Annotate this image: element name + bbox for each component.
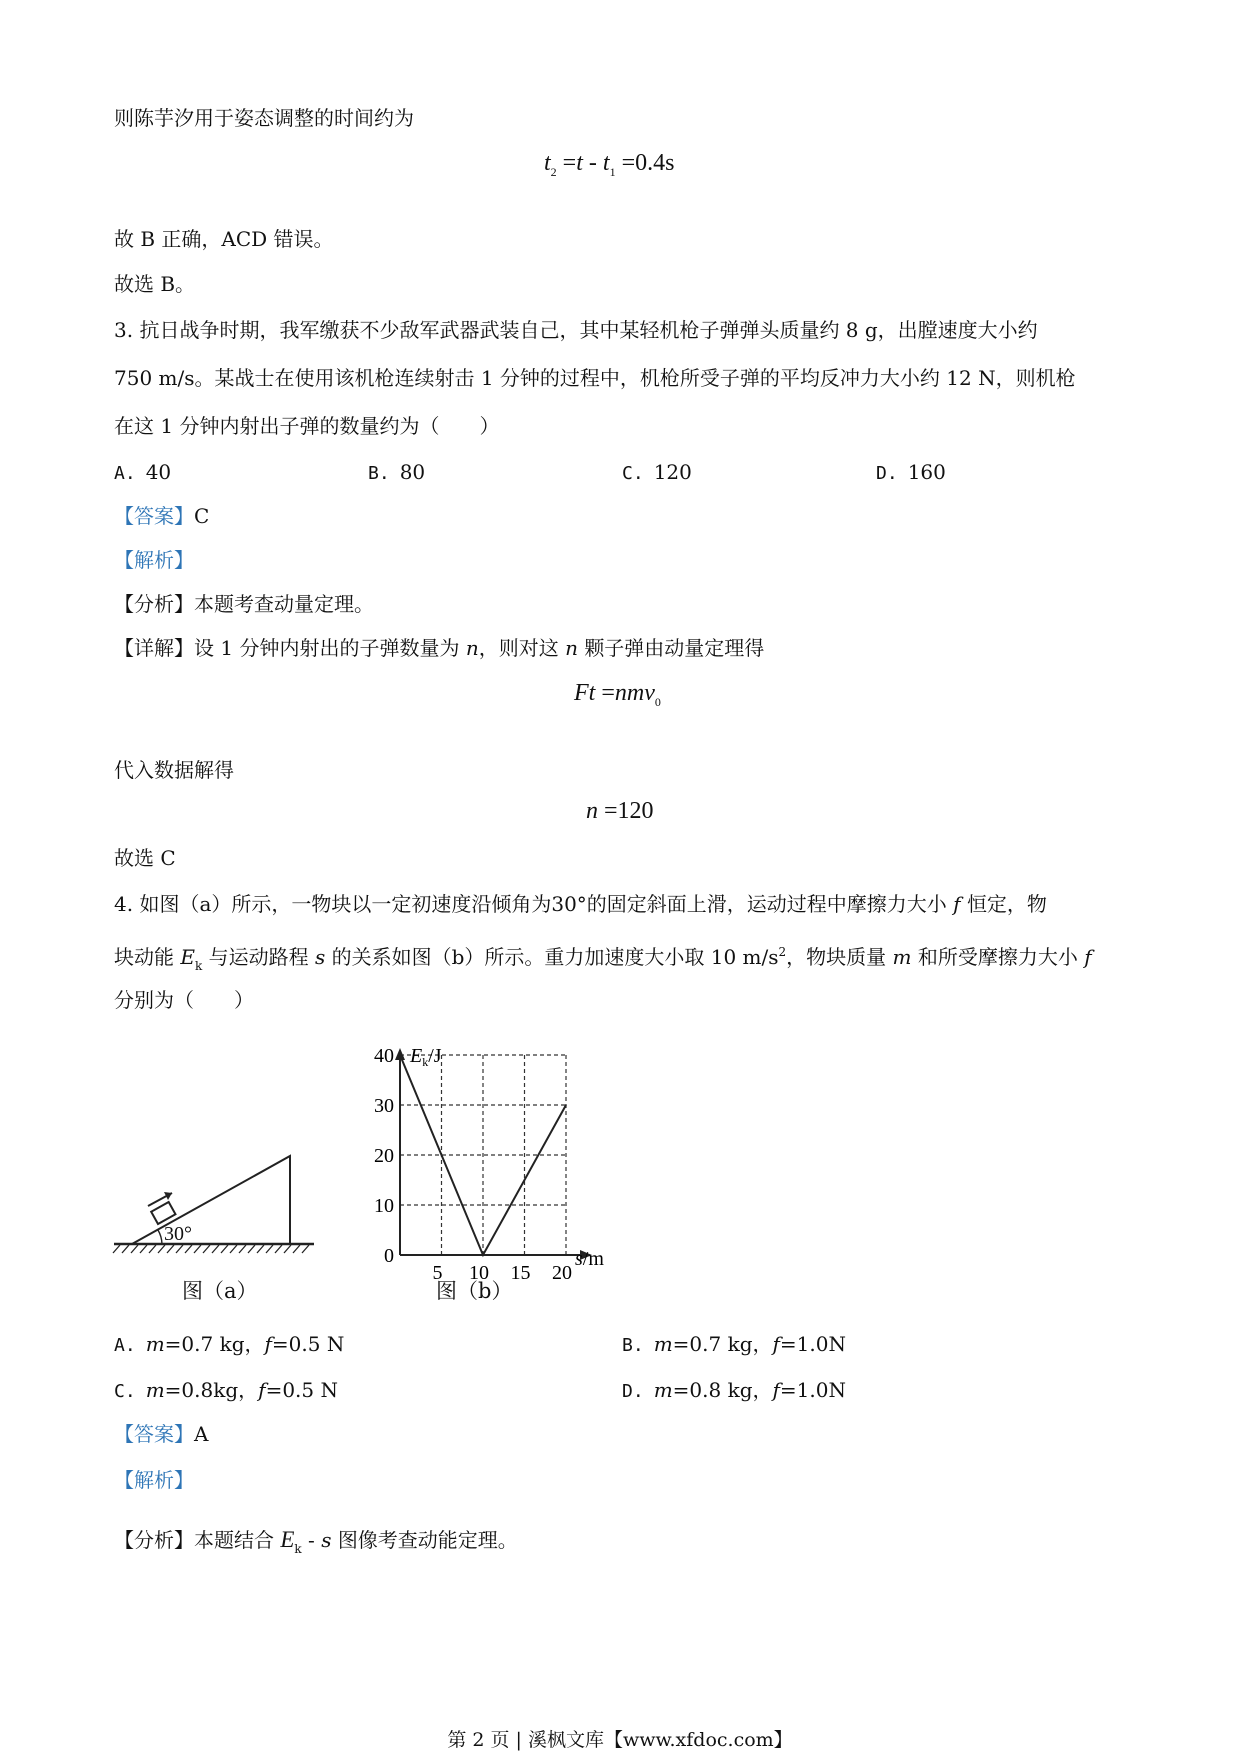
hatch-mark [203, 1245, 210, 1253]
hatch-mark [239, 1245, 246, 1253]
q3-option-c: C. 120 [622, 460, 692, 484]
hatch-mark [275, 1245, 282, 1253]
figure-b-chart [358, 1040, 618, 1284]
hatch-mark [176, 1245, 183, 1253]
hatch-mark [122, 1245, 129, 1253]
y-axis-label: $E_k/J$ [410, 1045, 442, 1069]
hatch-mark [266, 1245, 273, 1253]
question-3-stem: 3. 抗日战争时期，我军缴获不少敌军武器武装自己，其中某轻机枪子弹弹头质量约 8 g，出膛速度大小约 [114, 318, 1038, 342]
hatch-mark [113, 1245, 120, 1253]
hatch-mark [167, 1245, 174, 1253]
y-tick-label: 10 [374, 1195, 394, 1217]
text-line: 则陈芋汐用于姿态调整的时间约为 [114, 106, 414, 130]
hatch-mark [185, 1245, 192, 1253]
q4-option-b: B. m=0.7 kg，f=1.0N [622, 1332, 846, 1356]
question-4-stem: 块动能 $E_k$ 与运动路程 s 的关系如图（b）所示。重力加速度大小取 10 $m/s^2$，物块质量 m 和所受摩擦力大小 f [114, 945, 1092, 973]
question-4-stem: 4. 如图（a）所示，一物块以一定初速度沿倾角为30°的固定斜面上滑，运动过程中摩擦力大小 f 恒定，物 [114, 892, 1047, 916]
hatch-mark [149, 1245, 156, 1253]
y-tick-label: 40 [374, 1045, 394, 1067]
hatch-mark [248, 1245, 255, 1253]
question-3-stem: 750 m/s。某战士在使用该机枪连续射击 1 分钟的过程中，机枪所受子弹的平均反冲力大小约 12 N，则机枪 [114, 366, 1076, 390]
q3-option-b: B. 80 [368, 460, 426, 484]
q3-analysis-tag: 【解析】 [114, 548, 194, 572]
hatch-mark [158, 1245, 165, 1253]
q4-option-d: D. m=0.8 kg，f=1.0N [622, 1378, 846, 1402]
hatch-mark [194, 1245, 201, 1253]
q3-option-d: D. 160 [876, 460, 946, 484]
text-line: 故选 C [114, 846, 176, 870]
ground-hatching [113, 1245, 309, 1253]
hatch-mark [284, 1245, 291, 1253]
chart-grid [400, 1055, 566, 1255]
q3-detail: 【详解】设 1 分钟内射出的子弹数量为 n，则对这 n 颗子弹由动量定理得 [114, 636, 765, 660]
question-3-stem: 在这 1 分钟内射出子弹的数量约为（ ） [114, 414, 500, 438]
x-tick-label: 15 [510, 1262, 531, 1284]
text-line: 故 B 正确，ACD 错误。 [114, 227, 334, 251]
hatch-mark [131, 1245, 138, 1253]
x-tick-label: 20 [552, 1262, 572, 1284]
y-axis-arrow [395, 1048, 405, 1060]
y-tick-label: 30 [374, 1095, 394, 1117]
equation-t2: $t_2 =t - t_1 =0.4s$ [544, 150, 675, 179]
text-line: 故选 B。 [114, 272, 196, 296]
hatch-mark [302, 1245, 309, 1253]
x-tick-label: 5 [432, 1262, 443, 1284]
q3-analysis: 【分析】本题考查动量定理。 [114, 592, 374, 616]
q4-analysis: 【分析】本题结合 $E_k$ - s 图像考查动能定理。 [114, 1527, 518, 1556]
hatch-mark [293, 1245, 300, 1253]
y-tick-label: 0 [384, 1245, 394, 1267]
figure-a-caption: 图（a） [182, 1279, 258, 1303]
hatch-mark [212, 1245, 219, 1253]
figure-b-caption: 图（b） [436, 1279, 513, 1303]
hatch-mark [230, 1245, 237, 1253]
hatch-mark [221, 1245, 228, 1253]
q4-analysis-tag: 【解析】 [114, 1468, 194, 1492]
x-axis-label: s/m [575, 1248, 604, 1270]
hatch-mark [257, 1245, 264, 1253]
angle-arc [158, 1230, 162, 1244]
q4-answer: 【答案】A [114, 1422, 209, 1446]
q4-option-c: C. m=0.8kg，f=0.5 N [114, 1378, 338, 1402]
q3-option-a: A. 40 [114, 460, 172, 484]
page-footer: 第 2 页 | 溪枫文库【www.xfdoc.com】 [447, 1729, 793, 1751]
equation-n: n =120 [586, 798, 654, 824]
incline-triangle [132, 1156, 290, 1244]
y-tick-label: 20 [374, 1145, 394, 1167]
text-line: 代入数据解得 [114, 758, 234, 782]
q4-option-a: A. m=0.7 kg，f=0.5 N [114, 1332, 345, 1356]
hatch-mark [140, 1245, 147, 1253]
equation-momentum: Ft =nmv$_0$ [574, 680, 661, 709]
angle-label: 30° [164, 1223, 192, 1245]
question-4-stem: 分别为（ ） [114, 988, 254, 1012]
q3-answer: 【答案】C [114, 504, 210, 528]
x-tick-label: 10 [469, 1262, 489, 1284]
